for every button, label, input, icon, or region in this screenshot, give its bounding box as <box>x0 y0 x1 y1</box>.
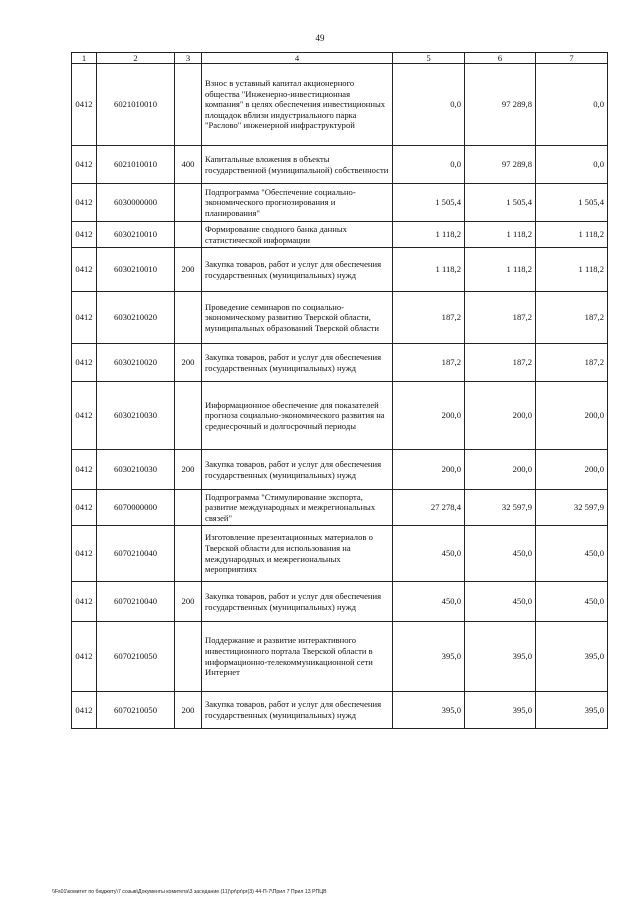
amount-year1-cell: 200,0 <box>393 382 465 450</box>
amount-year1-cell: 1 118,2 <box>393 248 465 292</box>
amount-year2-cell: 32 597,9 <box>465 490 536 526</box>
amount-year3-cell: 450,0 <box>536 526 608 582</box>
section-code-cell: 0412 <box>72 184 97 222</box>
name-cell: Формирование сводного банка данных статистической информации <box>202 222 393 248</box>
amount-year3-cell: 0,0 <box>536 146 608 184</box>
amount-year1-cell: 1 118,2 <box>393 222 465 248</box>
expense-type-cell <box>175 64 202 146</box>
table-row <box>72 64 608 146</box>
name-cell: Информационное обеспечение для показателей прогноза социально-экономического развития на среднесрочный и долгосрочный периоды <box>202 382 393 450</box>
expense-type-cell <box>175 184 202 222</box>
amount-year3-cell: 395,0 <box>536 692 608 729</box>
amount-year2-cell: 187,2 <box>465 292 536 344</box>
table-row <box>72 526 608 582</box>
header-cell: 1 <box>72 53 97 64</box>
amount-year2-cell: 1 505,4 <box>465 184 536 222</box>
table-row <box>72 582 608 622</box>
amount-year2-cell: 395,0 <box>465 692 536 729</box>
header-row <box>72 53 608 64</box>
table-row <box>72 146 608 184</box>
name-cell: Подпрограмма "Обеспечение социально-экономического прогнозирования и планирования" <box>202 184 393 222</box>
table-row <box>72 692 608 729</box>
table-row <box>72 382 608 450</box>
name-cell: Изготовление презентационных материалов о Тверской области для использования на международных и межрегиональных мероприятиях <box>202 526 393 582</box>
target-article-cell: 6070210040 <box>97 582 175 622</box>
target-article-cell: 6070210040 <box>97 526 175 582</box>
name-cell: Закупка товаров, работ и услуг для обеспечения государственных (муниципальных) нужд <box>202 582 393 622</box>
section-code-cell: 0412 <box>72 490 97 526</box>
amount-year1-cell: 395,0 <box>393 692 465 729</box>
amount-year1-cell: 200,0 <box>393 450 465 490</box>
amount-year3-cell: 450,0 <box>536 582 608 622</box>
amount-year1-cell: 0,0 <box>393 64 465 146</box>
expense-type-cell: 200 <box>175 692 202 729</box>
page-number: 49 <box>315 33 325 43</box>
section-code-cell: 0412 <box>72 582 97 622</box>
name-cell: Закупка товаров, работ и услуг для обеспечения государственных (муниципальных) нужд <box>202 248 393 292</box>
expense-type-cell <box>175 622 202 692</box>
amount-year1-cell: 187,2 <box>393 344 465 382</box>
amount-year3-cell: 187,2 <box>536 344 608 382</box>
header-cell: 7 <box>536 53 608 64</box>
name-cell: Поддержание и развитие интерактивного инвестиционного портала Тверской области в информационно-телекоммуникационной сети Интернет <box>202 622 393 692</box>
target-article-cell: 6030210020 <box>97 344 175 382</box>
name-cell: Проведение семинаров по социально-экономическому развитию Тверской области, муниципальных образований Тверской области <box>202 292 393 344</box>
header-cell: 6 <box>465 53 536 64</box>
amount-year2-cell: 200,0 <box>465 450 536 490</box>
name-cell: Закупка товаров, работ и услуг для обеспечения государственных (муниципальных) нужд <box>202 692 393 729</box>
expense-type-cell: 200 <box>175 344 202 382</box>
section-code-cell: 0412 <box>72 222 97 248</box>
section-code-cell: 0412 <box>72 248 97 292</box>
amount-year1-cell: 450,0 <box>393 582 465 622</box>
target-article-cell: 6030210010 <box>97 222 175 248</box>
target-article-cell: 6030210010 <box>97 248 175 292</box>
name-cell: Закупка товаров, работ и услуг для обеспечения государственных (муниципальных) нужд <box>202 450 393 490</box>
expense-type-cell <box>175 382 202 450</box>
amount-year3-cell: 187,2 <box>536 292 608 344</box>
expense-type-cell <box>175 222 202 248</box>
target-article-cell: 6030210030 <box>97 382 175 450</box>
section-code-cell: 0412 <box>72 292 97 344</box>
target-article-cell: 6021010010 <box>97 146 175 184</box>
name-cell: Капитальные вложения в объекты государственной (муниципальной) собственности <box>202 146 393 184</box>
amount-year3-cell: 32 597,9 <box>536 490 608 526</box>
target-article-cell: 6070000000 <box>97 490 175 526</box>
target-article-cell: 6030210030 <box>97 450 175 490</box>
amount-year3-cell: 1 118,2 <box>536 222 608 248</box>
name-cell: Взнос в уставный капитал акционерного общества "Инженерно-инвестиционная компания" в целях обеспечения инвестиционных площадок вблизи индустриального парка "Раслово" инженерной инфраструктурой <box>202 64 393 146</box>
amount-year1-cell: 0,0 <box>393 146 465 184</box>
header-cell: 2 <box>97 53 175 64</box>
target-article-cell: 6030210020 <box>97 292 175 344</box>
amount-year2-cell: 1 118,2 <box>465 248 536 292</box>
header-cell: 3 <box>175 53 202 64</box>
table-row <box>72 344 608 382</box>
expense-type-cell <box>175 490 202 526</box>
amount-year1-cell: 395,0 <box>393 622 465 692</box>
amount-year2-cell: 395,0 <box>465 622 536 692</box>
section-code-cell: 0412 <box>72 64 97 146</box>
amount-year3-cell: 395,0 <box>536 622 608 692</box>
section-code-cell: 0412 <box>72 450 97 490</box>
target-article-cell: 6030000000 <box>97 184 175 222</box>
expense-type-cell: 200 <box>175 450 202 490</box>
expense-type-cell: 200 <box>175 582 202 622</box>
amount-year2-cell: 97 289,8 <box>465 64 536 146</box>
section-code-cell: 0412 <box>72 344 97 382</box>
table-row <box>72 222 608 248</box>
amount-year2-cell: 450,0 <box>465 526 536 582</box>
section-code-cell: 0412 <box>72 382 97 450</box>
name-cell: Закупка товаров, работ и услуг для обеспечения государственных (муниципальных) нужд <box>202 344 393 382</box>
header-cell: 4 <box>202 53 393 64</box>
expense-type-cell: 200 <box>175 248 202 292</box>
amount-year1-cell: 450,0 <box>393 526 465 582</box>
table-row <box>72 490 608 526</box>
target-article-cell: 6021010010 <box>97 64 175 146</box>
table-row <box>72 450 608 490</box>
budget-table <box>71 52 608 729</box>
amount-year2-cell: 1 118,2 <box>465 222 536 248</box>
amount-year2-cell: 200,0 <box>465 382 536 450</box>
file-path-footer: \\Fs01\комитет по бюджету\7 созыв\Документы комитета\3 заседание (11)\pr\pr\pr(3) 44-П-7\Прил 7 Прил 13 РПЦВ <box>52 889 327 895</box>
amount-year1-cell: 1 505,4 <box>393 184 465 222</box>
section-code-cell: 0412 <box>72 146 97 184</box>
target-article-cell: 6070210050 <box>97 692 175 729</box>
expense-type-cell: 400 <box>175 146 202 184</box>
expense-type-cell <box>175 526 202 582</box>
amount-year2-cell: 97 289,8 <box>465 146 536 184</box>
table-row <box>72 184 608 222</box>
amount-year3-cell: 200,0 <box>536 382 608 450</box>
amount-year1-cell: 187,2 <box>393 292 465 344</box>
header-cell: 5 <box>393 53 465 64</box>
expense-type-cell <box>175 292 202 344</box>
table-row <box>72 292 608 344</box>
section-code-cell: 0412 <box>72 526 97 582</box>
amount-year3-cell: 0,0 <box>536 64 608 146</box>
target-article-cell: 6070210050 <box>97 622 175 692</box>
amount-year3-cell: 1 118,2 <box>536 248 608 292</box>
amount-year1-cell: 27 278,4 <box>393 490 465 526</box>
amount-year2-cell: 187,2 <box>465 344 536 382</box>
name-cell: Подпрограмма "Стимулирование экспорта, развитие международных и межрегиональных связей" <box>202 490 393 526</box>
table-row <box>72 248 608 292</box>
section-code-cell: 0412 <box>72 692 97 729</box>
amount-year3-cell: 1 505,4 <box>536 184 608 222</box>
amount-year3-cell: 200,0 <box>536 450 608 490</box>
table-row <box>72 622 608 692</box>
section-code-cell: 0412 <box>72 622 97 692</box>
amount-year2-cell: 450,0 <box>465 582 536 622</box>
